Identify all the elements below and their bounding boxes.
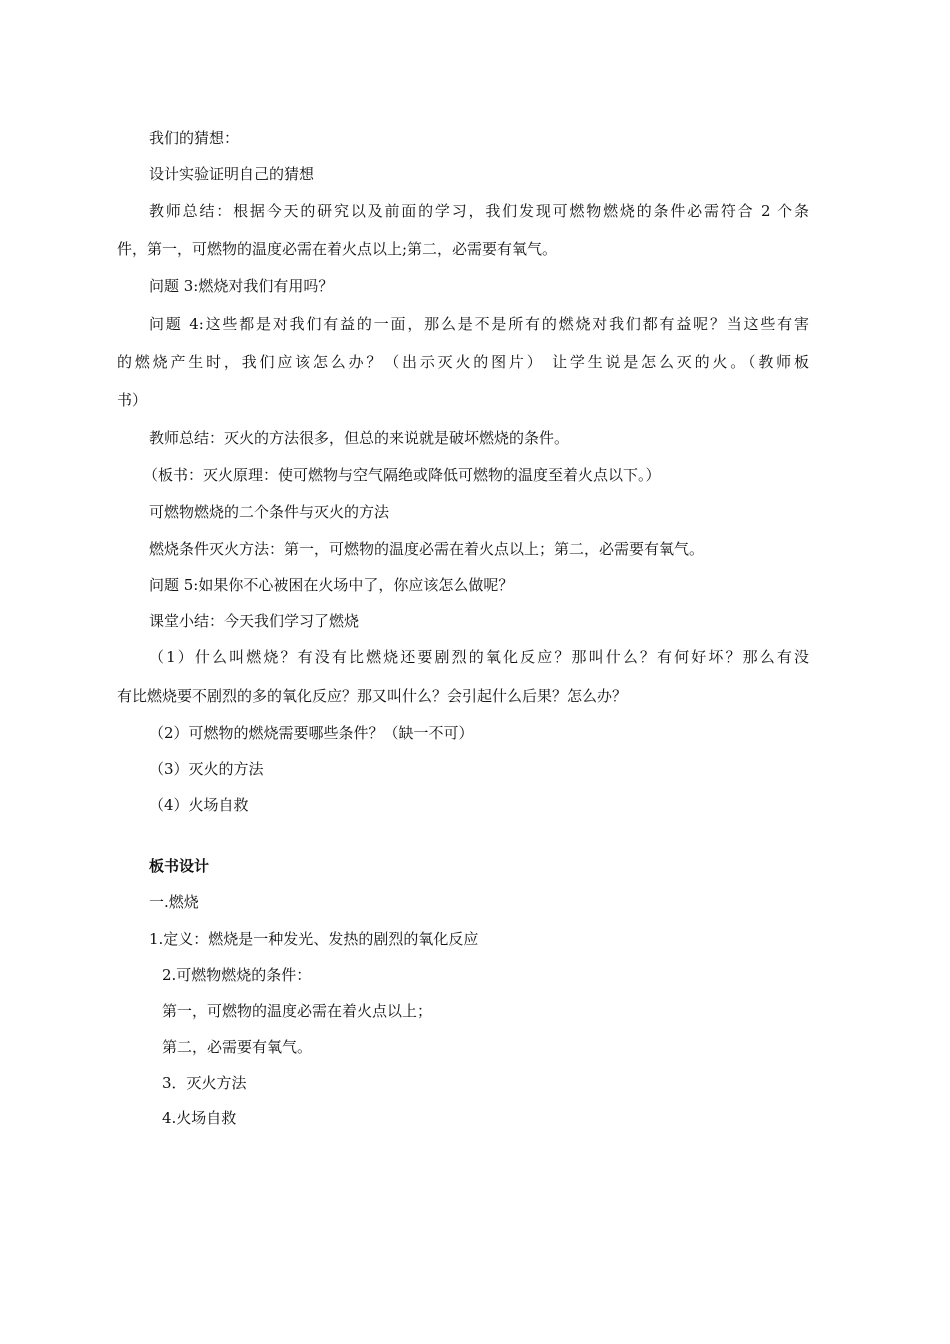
paragraph-question-5: 问题 5:如果你不心被困在火场中了，你应该怎么做呢？: [149, 576, 514, 594]
paragraph-board-note: （板书：灭火原理：使可燃物与空气隔绝或降低可燃物的温度至着火点以下。）: [143, 466, 661, 484]
paragraph-question-4-line2: 的燃烧产生时，我们应该怎么办？（出示灭火的图片） 让学生说是怎么灭的火。（教师板: [117, 353, 809, 371]
paragraph-summary-item-2: （2）可燃物的燃烧需要哪些条件？（缺一不可）: [149, 724, 474, 742]
paragraph-summary-item-1-line2: 有比燃烧要不剧烈的多的氧化反应？那又叫什么？会引起什么后果？怎么办？: [117, 687, 628, 705]
paragraph-design-experiment: 设计实验证明自己的猜想: [149, 165, 315, 183]
paragraph-question-3: 问题 3:燃烧对我们有用吗？: [149, 277, 334, 295]
board-item-condition-2: 第二，必需要有氧气。: [162, 1038, 313, 1056]
paragraph-guess: 我们的猜想：: [149, 129, 240, 147]
paragraph-class-summary: 课堂小结：今天我们学习了燃烧: [149, 612, 360, 630]
paragraph-summary-item-3: （3）灭火的方法: [149, 760, 264, 778]
paragraph-teacher-summary-line1: 教师总结：根据今天的研究以及前面的学习，我们发现可燃物燃烧的条件必需符合 2 个条: [149, 202, 809, 220]
board-item-combustion: 一.燃烧: [149, 893, 199, 911]
board-item-definition: 1.定义：燃烧是一种发光、发热的剧烈的氧化反应: [149, 930, 479, 948]
paragraph-teacher-summary-2: 教师总结：灭火的方法很多，但总的来说就是破坏燃烧的条件。: [149, 429, 570, 447]
paragraph-summary-item-1-line1: （1）什么叫燃烧？有没有比燃烧还要剧烈的氧化反应？那叫什么？有何好坏？那么有没: [149, 648, 809, 666]
paragraph-summary-item-4: （4）火场自救: [149, 796, 249, 814]
paragraph-question-4-line1: 问题 4:这些都是对我们有益的一面，那么是不是所有的燃烧对我们都有益呢？当这些有害: [149, 315, 809, 333]
board-item-self-rescue: 4.火场自救: [162, 1109, 237, 1127]
paragraph-two-conditions: 可燃物燃烧的二个条件与灭火的方法: [149, 503, 390, 521]
board-design-heading: 板书设计: [149, 857, 210, 875]
board-item-conditions: 2.可燃物燃烧的条件：: [162, 966, 312, 984]
board-item-condition-1: 第一，可燃物的温度必需在着火点以上；: [162, 1002, 433, 1020]
paragraph-question-4-line3: 书）: [117, 391, 148, 409]
paragraph-teacher-summary-line2: 件，第一，可燃物的温度必需在着火点以上;第二，必需要有氧气。: [117, 240, 558, 258]
board-item-extinguish: 3．灭火方法: [162, 1074, 247, 1092]
paragraph-conditions-methods: 燃烧条件灭火方法：第一，可燃物的温度必需在着火点以上；第二，必需要有氧气。: [149, 540, 705, 558]
